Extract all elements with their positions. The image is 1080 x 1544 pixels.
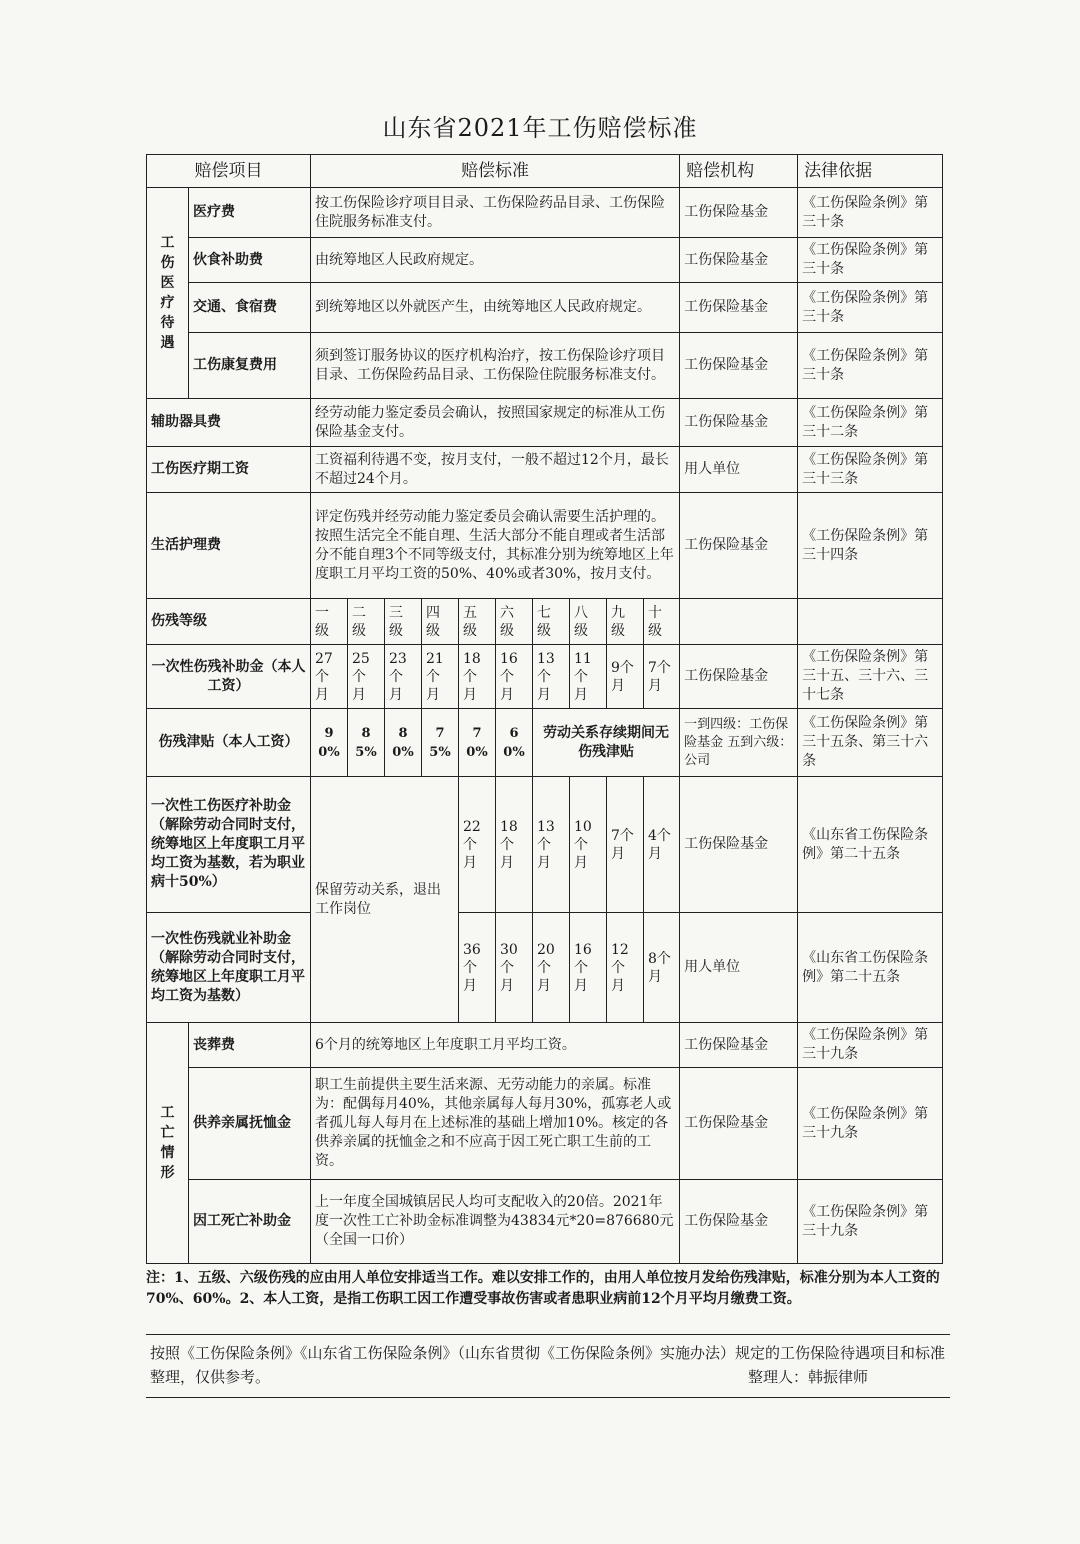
row-basis: 《工伤保险条例》第三十条 (798, 188, 943, 238)
footer (146, 1334, 950, 1398)
allowance-row (147, 709, 943, 777)
header-item: 赔偿项目 (147, 155, 311, 188)
row-basis: 《工伤保险条例》第三十九条 (798, 1068, 943, 1180)
header-agency: 赔偿机构 (680, 155, 798, 188)
grade-cell: 九 级 (607, 599, 644, 645)
row-basis: 《山东省工伤保险条例》第二十五条 (798, 777, 943, 913)
row-item: 伤残津贴（本人工资） (147, 709, 311, 777)
medical-lump-row (147, 777, 943, 913)
row-agency: 工伤保险基金 (680, 1023, 798, 1068)
month-cell: 36 个 月 (459, 913, 496, 1023)
percent-cell: 90% (311, 709, 348, 777)
month-cell: 9个 月 (607, 645, 644, 709)
month-cell: 22 个 月 (459, 777, 496, 913)
table-row (147, 1068, 943, 1180)
row-agency: 工伤保险基金 (680, 1180, 798, 1264)
keep-relation-cell: 保留劳动关系，退出工作岗位 (311, 777, 459, 1023)
table-row (147, 188, 943, 238)
month-cell: 7个 月 (644, 645, 680, 709)
month-cell: 10 个 月 (570, 777, 607, 913)
month-cell: 8个 月 (644, 913, 680, 1023)
row-item: 一次性伤残补助金（本人工资） (147, 645, 311, 709)
month-cell: 11 个 月 (570, 645, 607, 709)
signature: 整理人：韩振律师 (747, 1368, 868, 1386)
month-cell: 25 个 月 (348, 645, 385, 709)
percent-cell: 80% (385, 709, 422, 777)
compensation-table (146, 154, 943, 1264)
row-agency: 一到四级：工伤保险基金 五到六级：公司 (680, 709, 798, 777)
row-item: 伙食补助费 (189, 238, 311, 283)
row-item: 供养亲属抚恤金 (189, 1068, 311, 1180)
row-standard: 工资福利待遇不变，按月支付，一般不超过12个月，最长不超过24个月。 (311, 447, 680, 493)
row-item: 伤残等级 (147, 599, 311, 645)
table-row (147, 1023, 943, 1068)
month-cell: 13 个 月 (533, 645, 570, 709)
grade-cell: 六 级 (496, 599, 533, 645)
table-row (147, 399, 943, 447)
table-row (147, 333, 943, 399)
empty-cell (680, 599, 798, 645)
month-cell: 16 个 月 (496, 645, 533, 709)
header-standard: 赔偿标准 (311, 155, 680, 188)
grade-cell: 四 级 (422, 599, 459, 645)
row-standard: 须到签订服务协议的医疗机构治疗，按工伤保险诊疗项目目录、工伤保险药品目录、工伤保险住院服务标准支付。 (311, 333, 680, 399)
row-agency: 工伤保险基金 (680, 283, 798, 333)
no-allowance-note: 劳动关系存续期间无伤残津贴 (533, 709, 680, 777)
row-standard: 按工伤保险诊疗项目目录、工伤保险药品目录、工伤保险住院服务标准支付。 (311, 188, 680, 238)
percent-cell: 70% (459, 709, 496, 777)
row-standard: 由统筹地区人民政府规定。 (311, 238, 680, 283)
group-death: 工亡情形 (147, 1023, 189, 1264)
month-cell: 30 个 月 (496, 913, 533, 1023)
grade-cell: 二 级 (348, 599, 385, 645)
row-item: 一次性工伤医疗补助金（解除劳动合同时支付，统筹地区上年度职工月平均工资为基数，若为职业病十50%） (147, 777, 311, 913)
row-basis: 《工伤保险条例》第三十二条 (798, 399, 943, 447)
row-item: 生活护理费 (147, 493, 311, 599)
month-cell: 18 个 月 (496, 777, 533, 913)
row-basis: 《工伤保险条例》第三十四条 (798, 493, 943, 599)
grade-cell: 八 级 (570, 599, 607, 645)
row-basis: 《工伤保险条例》第三十九条 (798, 1023, 943, 1068)
month-cell: 13 个 月 (533, 777, 570, 913)
table-row (147, 283, 943, 333)
table-row (147, 238, 943, 283)
row-agency: 工伤保险基金 (680, 399, 798, 447)
table-row (147, 447, 943, 493)
header-basis: 法律依据 (798, 155, 943, 188)
month-cell: 20 个 月 (533, 913, 570, 1023)
grade-cell: 五 级 (459, 599, 496, 645)
row-agency: 用人单位 (680, 913, 798, 1023)
row-basis: 《山东省工伤保险条例》第二十五条 (798, 913, 943, 1023)
row-standard: 经劳动能力鉴定委员会确认，按照国家规定的标准从工伤保险基金支付。 (311, 399, 680, 447)
empty-cell (798, 599, 943, 645)
row-item: 丧葬费 (189, 1023, 311, 1068)
row-basis: 《工伤保险条例》第三十条 (798, 238, 943, 283)
job-lump-row (147, 913, 943, 1023)
table-header-row (147, 155, 943, 188)
grade-row (147, 599, 943, 645)
month-cell: 12 个 月 (607, 913, 644, 1023)
row-basis: 《工伤保险条例》第三十五条、第三十六条 (798, 709, 943, 777)
percent-cell: 85% (348, 709, 385, 777)
row-basis: 《工伤保险条例》第三十条 (798, 333, 943, 399)
row-standard: 上一年度全国城镇居民人均可支配收入的20倍。2021年度一次性工亡补助金标准调整为43834元*20=876680元（全国一口价） (311, 1180, 680, 1264)
row-basis: 《工伤保险条例》第三十五、三十六、三十七条 (798, 645, 943, 709)
row-item: 因工死亡补助金 (189, 1180, 311, 1264)
row-standard: 6个月的统筹地区上年度职工月平均工资。 (311, 1023, 680, 1068)
row-standard: 评定伤残并经劳动能力鉴定委员会确认需要生活护理的。按照生活完全不能自理、生活大部分不能自理或者生活部分不能自理3个不同等级支付，其标准分别为统筹地区上年度职工月平均工资的50%、40%或者30%，按月支付。 (311, 493, 680, 599)
row-agency: 工伤保险基金 (680, 238, 798, 283)
month-cell: 21 个 月 (422, 645, 459, 709)
row-basis: 《工伤保险条例》第三十三条 (798, 447, 943, 493)
row-item: 一次性伤残就业补助金（解除劳动合同时支付，统筹地区上年度职工月平均工资为基数） (147, 913, 311, 1023)
row-basis: 《工伤保险条例》第三十条 (798, 283, 943, 333)
month-cell: 4个 月 (644, 777, 680, 913)
grade-cell: 三 级 (385, 599, 422, 645)
row-agency: 用人单位 (680, 447, 798, 493)
grade-cell: 一 级 (311, 599, 348, 645)
month-cell: 18 个 月 (459, 645, 496, 709)
grade-cell: 十 级 (644, 599, 680, 645)
row-agency: 工伤保险基金 (680, 645, 798, 709)
row-standard: 职工生前提供主要生活来源、无劳动能力的亲属。标准为：配偶每月40%，其他亲属每人每月30%，孤寡老人或者孤儿每人每月在上述标准的基础上增加10%。核定的各供养亲属的抚恤金之和不应高于因工死亡职工生前的工资。 (311, 1068, 680, 1180)
row-agency: 工伤保险基金 (680, 777, 798, 913)
row-agency: 工伤保险基金 (680, 188, 798, 238)
grade-cell: 七 级 (533, 599, 570, 645)
row-item: 辅助器具费 (147, 399, 311, 447)
row-item: 工伤医疗期工资 (147, 447, 311, 493)
row-standard: 到统筹地区以外就医产生，由统筹地区人民政府规定。 (311, 283, 680, 333)
percent-cell: 60% (496, 709, 533, 777)
group-medical: 工伤医疗待遇 (147, 188, 189, 399)
row-agency: 工伤保险基金 (680, 1068, 798, 1180)
lump-row (147, 645, 943, 709)
footer-text: 按照《工伤保险条例》《山东省工伤保险条例》（山东省贯彻《工伤保险条例》实施办法）规定的工伤保险待遇项目和标准整理，仅供参考。 (150, 1344, 946, 1386)
row-basis: 《工伤保险条例》第三十九条 (798, 1180, 943, 1264)
row-agency: 工伤保险基金 (680, 493, 798, 599)
month-cell: 27 个 月 (311, 645, 348, 709)
row-item: 交通、食宿费 (189, 283, 311, 333)
month-cell: 16 个 月 (570, 913, 607, 1023)
row-agency: 工伤保险基金 (680, 333, 798, 399)
month-cell: 7个 月 (607, 777, 644, 913)
table-row (147, 493, 943, 599)
row-item: 工伤康复费用 (189, 333, 311, 399)
row-item: 医疗费 (189, 188, 311, 238)
percent-cell: 75% (422, 709, 459, 777)
month-cell: 23 个 月 (385, 645, 422, 709)
footnote: 注：1、五级、六级伤残的应由用人单位安排适当工作。难以安排工作的，由用人单位按月发给伤残津贴，标准分别为本人工资的70%、60%。2、本人工资，是指工伤职工因工作遭受事故伤害或者患职业病前12个月平均月缴费工资。 (146, 1270, 940, 1307)
page-title: 山东省2021年工伤赔偿标准 (382, 114, 698, 142)
table-row (147, 1180, 943, 1264)
